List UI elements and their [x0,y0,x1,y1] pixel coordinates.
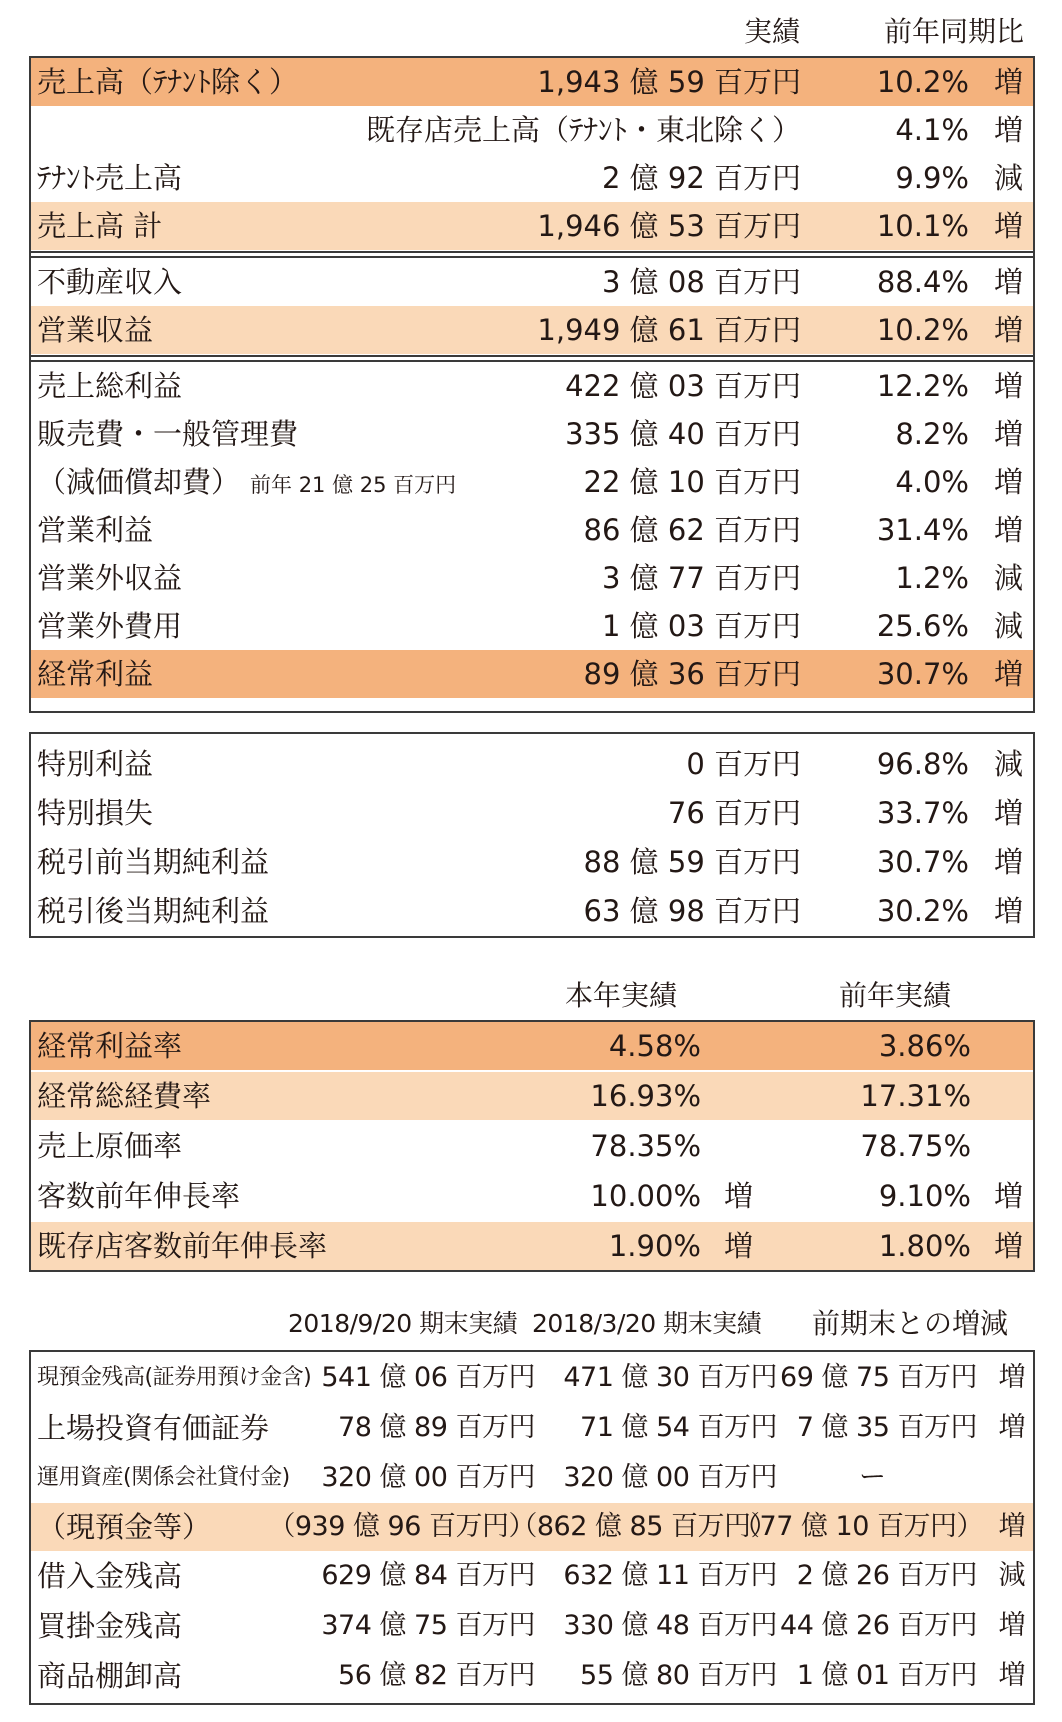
row-value: 1,949 億 61 百万円 [537,313,801,347]
table-row [31,1503,1033,1551]
row-label: 経常利益 [37,657,154,691]
row-dir: 減 [993,561,1023,595]
row-value-3: ー [859,1462,886,1493]
row-label: 売上高（ﾃﾅﾝﾄ除く） [37,65,299,99]
row-pct: 4.0% [895,465,969,499]
row-pct: 96.8% [876,747,969,781]
table-row [31,1552,1033,1600]
table-row [31,154,1033,202]
row-value-3: 69 億 75 百万円 [780,1362,977,1393]
row-dir: 減 [998,1560,1025,1591]
special-income-table [29,732,1035,938]
table-row [31,887,1033,935]
row-label: ﾃﾅﾝﾄ売上高 [37,161,183,195]
row-label: 売上総利益 [37,369,183,403]
row-dir: 増 [993,796,1023,830]
row-dir: 増 [993,313,1023,347]
header-previous: 前年実績 [839,979,952,1012]
row-label: 営業外収益 [37,561,183,595]
table-row [31,789,1033,837]
row-current: 10.00% [590,1179,701,1213]
row-value: 76 百万円 [667,796,801,830]
table-row [31,506,1033,554]
row-value-2: 330 億 48 百万円 [563,1610,777,1641]
row-value: 422 億 03 百万円 [565,369,801,403]
row-label: 営業収益 [37,313,154,347]
row-label: 既存店客数前年伸長率 [37,1229,328,1263]
row-dir: 増 [993,65,1023,99]
row-value-1: 374 億 75 百万円 [321,1610,535,1641]
row-value-3: 2 億 26 百万円 [796,1560,977,1591]
row-pct: 12.2% [876,369,969,403]
row-label: 買掛金残高 [37,1609,183,1643]
double-divider [31,355,1033,362]
table-row [31,1354,1033,1402]
row-label: 売上原価率 [37,1129,183,1163]
table-row [31,258,1033,306]
header-col1: 2018/9/20 期末実績 [288,1309,518,1338]
row-dir: 増 [993,113,1023,147]
table-row [31,650,1033,698]
row-dir: 減 [993,161,1023,195]
row-value: 63 億 98 百万円 [583,894,801,928]
double-divider [31,251,1033,258]
row-label: 客数前年伸長率 [37,1179,241,1213]
table-row [31,838,1033,886]
row-pct: 33.7% [876,796,969,830]
row-value: 2 億 92 百万円 [601,161,801,195]
row-value-1: 78 億 89 百万円 [338,1412,535,1443]
table-row [31,1022,1033,1070]
table-row [31,202,1033,250]
row-current: 1.90% [608,1229,701,1263]
row-label: 特別損失 [37,796,154,830]
row-dir: 増 [993,513,1023,547]
row-dir: 減 [993,609,1023,643]
row-dir: 増 [993,369,1023,403]
row-value: 22 億 10 百万円 [583,465,801,499]
row-dir: 増 [993,845,1023,879]
row-pct: 10.2% [876,313,969,347]
table-row [31,1454,1033,1502]
row-label: 特別利益 [37,747,154,781]
row-value: 335 億 40 百万円 [565,417,801,451]
row-previous: 17.31% [860,1079,971,1113]
row-label: 営業外費用 [37,609,183,643]
row-pct: 30.2% [876,894,969,928]
row-value: 1 億 03 百万円 [601,609,801,643]
row-value-2: （862 億 85 百万円） [510,1511,777,1542]
row-value-2: 320 億 00 百万円 [563,1462,777,1493]
table-row [31,602,1033,650]
row-value-1: 320 億 00 百万円 [321,1462,535,1493]
table-row [31,362,1033,410]
table-row [31,1602,1033,1650]
row-pct: 4.1% [895,113,969,147]
row-value-2: 632 億 11 百万円 [563,1560,777,1591]
row-value-1: 56 億 82 百万円 [338,1660,535,1691]
row-dir: 増 [998,1660,1025,1691]
row-dir: 増 [998,1362,1025,1393]
row-current-dir: 増 [723,1179,753,1213]
row-dir: 増 [993,465,1023,499]
header-yoy: 前年同期比 [884,15,1025,48]
table-row [31,106,1033,154]
row-value: 86 億 62 百万円 [583,513,801,547]
row-label: 借入金残高 [37,1559,183,1593]
row-label: 税引前当期純利益 [37,845,270,879]
row-dir: 増 [998,1412,1025,1443]
row-value-2: 55 億 80 百万円 [580,1660,777,1691]
header-col3: 前期末との増減 [812,1307,1009,1340]
header-actual: 実績 [744,15,801,48]
table-row [31,306,1033,354]
row-label: 税引後当期純利益 [37,894,270,928]
header-current: 本年実績 [565,979,678,1012]
row-value-2: 71 億 54 百万円 [580,1412,777,1443]
table-row [31,554,1033,602]
row-current: 4.58% [608,1029,701,1063]
row-value: 1,943 億 59 百万円 [537,65,801,99]
row-label: 上場投資有価証券 [37,1411,270,1445]
row-dir: 増 [993,657,1023,691]
row-value-1: 629 億 84 百万円 [321,1560,535,1591]
row-dir: 増 [993,417,1023,451]
row-label: 営業利益 [37,513,154,547]
row-label: （現預金等） [37,1510,212,1544]
header-col2: 2018/3/20 期末実績 [532,1309,762,1338]
balance-table [29,1350,1035,1705]
row-previous-dir: 増 [993,1229,1023,1263]
row-label: 現預金残高(証券用預け金含) [37,1365,312,1390]
row-value-3: （77 億 10 百万円） [733,1511,983,1542]
table-row [31,410,1033,458]
table-row [31,458,1033,506]
row-sublabel: 前年 21 億 25 百万円 [250,473,457,497]
row-previous: 3.86% [878,1029,971,1063]
row-value: 0 百万円 [686,747,801,781]
row-pct: 10.2% [876,65,969,99]
row-current: 16.93% [590,1079,701,1113]
row-value: 89 億 36 百万円 [583,657,801,691]
row-label: 運用資産(関係会社貸付金) [37,1465,290,1490]
table-row [31,1222,1033,1270]
row-label: 販売費・一般管理費 [37,417,299,451]
row-dir: 増 [998,1610,1025,1641]
row-value-3: 7 億 35 百万円 [796,1412,977,1443]
row-pct: 30.7% [876,657,969,691]
row-label: 経常総経費率 [37,1079,212,1113]
row-current-dir: 増 [723,1229,753,1263]
row-pct: 1.2% [895,561,969,595]
row-pct: 10.1% [876,209,969,243]
row-value-3: 1 億 01 百万円 [796,1660,977,1691]
row-dir: 増 [993,265,1023,299]
row-pct: 9.9% [895,161,969,195]
row-label: 売上高 計 [37,209,163,243]
row-label-text: （減価償却費） [37,465,241,499]
row-label: 経常利益率 [37,1029,183,1063]
row-value-1: 541 億 06 百万円 [321,1362,535,1393]
row-previous: 78.75% [860,1129,971,1163]
row-value: 3 億 77 百万円 [601,561,801,595]
row-value: 3 億 08 百万円 [601,265,801,299]
row-previous-dir: 増 [993,1179,1023,1213]
table-row [31,1172,1033,1220]
row-pct: 8.2% [895,417,969,451]
row-label: 既存店売上高（ﾃﾅﾝﾄ・東北除く） [365,113,801,147]
row-dir: 増 [993,209,1023,243]
ratio-table [29,1020,1035,1272]
row-dir: 増 [998,1511,1025,1542]
row-value: 88 億 59 百万円 [583,845,801,879]
table-row [31,1072,1033,1120]
table-row [31,1122,1033,1170]
table-row [31,58,1033,106]
row-previous: 9.10% [878,1179,971,1213]
row-label: 不動産収入 [37,265,183,299]
row-pct: 30.7% [876,845,969,879]
row-previous: 1.80% [878,1229,971,1263]
row-dir: 増 [993,894,1023,928]
row-dir: 減 [993,747,1023,781]
table-row [31,740,1033,788]
row-value: 1,946 億 53 百万円 [537,209,801,243]
income-statement-table [29,56,1035,713]
row-value-2: 471 億 30 百万円 [563,1362,777,1393]
row-label [37,458,456,506]
row-label: 商品棚卸高 [37,1659,183,1693]
row-pct: 88.4% [876,265,969,299]
table-row [31,1652,1033,1700]
row-current: 78.35% [590,1129,701,1163]
row-value-3: 44 億 26 百万円 [780,1610,977,1641]
table-row [31,1404,1033,1452]
row-pct: 31.4% [876,513,969,547]
row-pct: 25.6% [876,609,969,643]
row-value-1: （939 億 96 百万円） [268,1511,535,1542]
